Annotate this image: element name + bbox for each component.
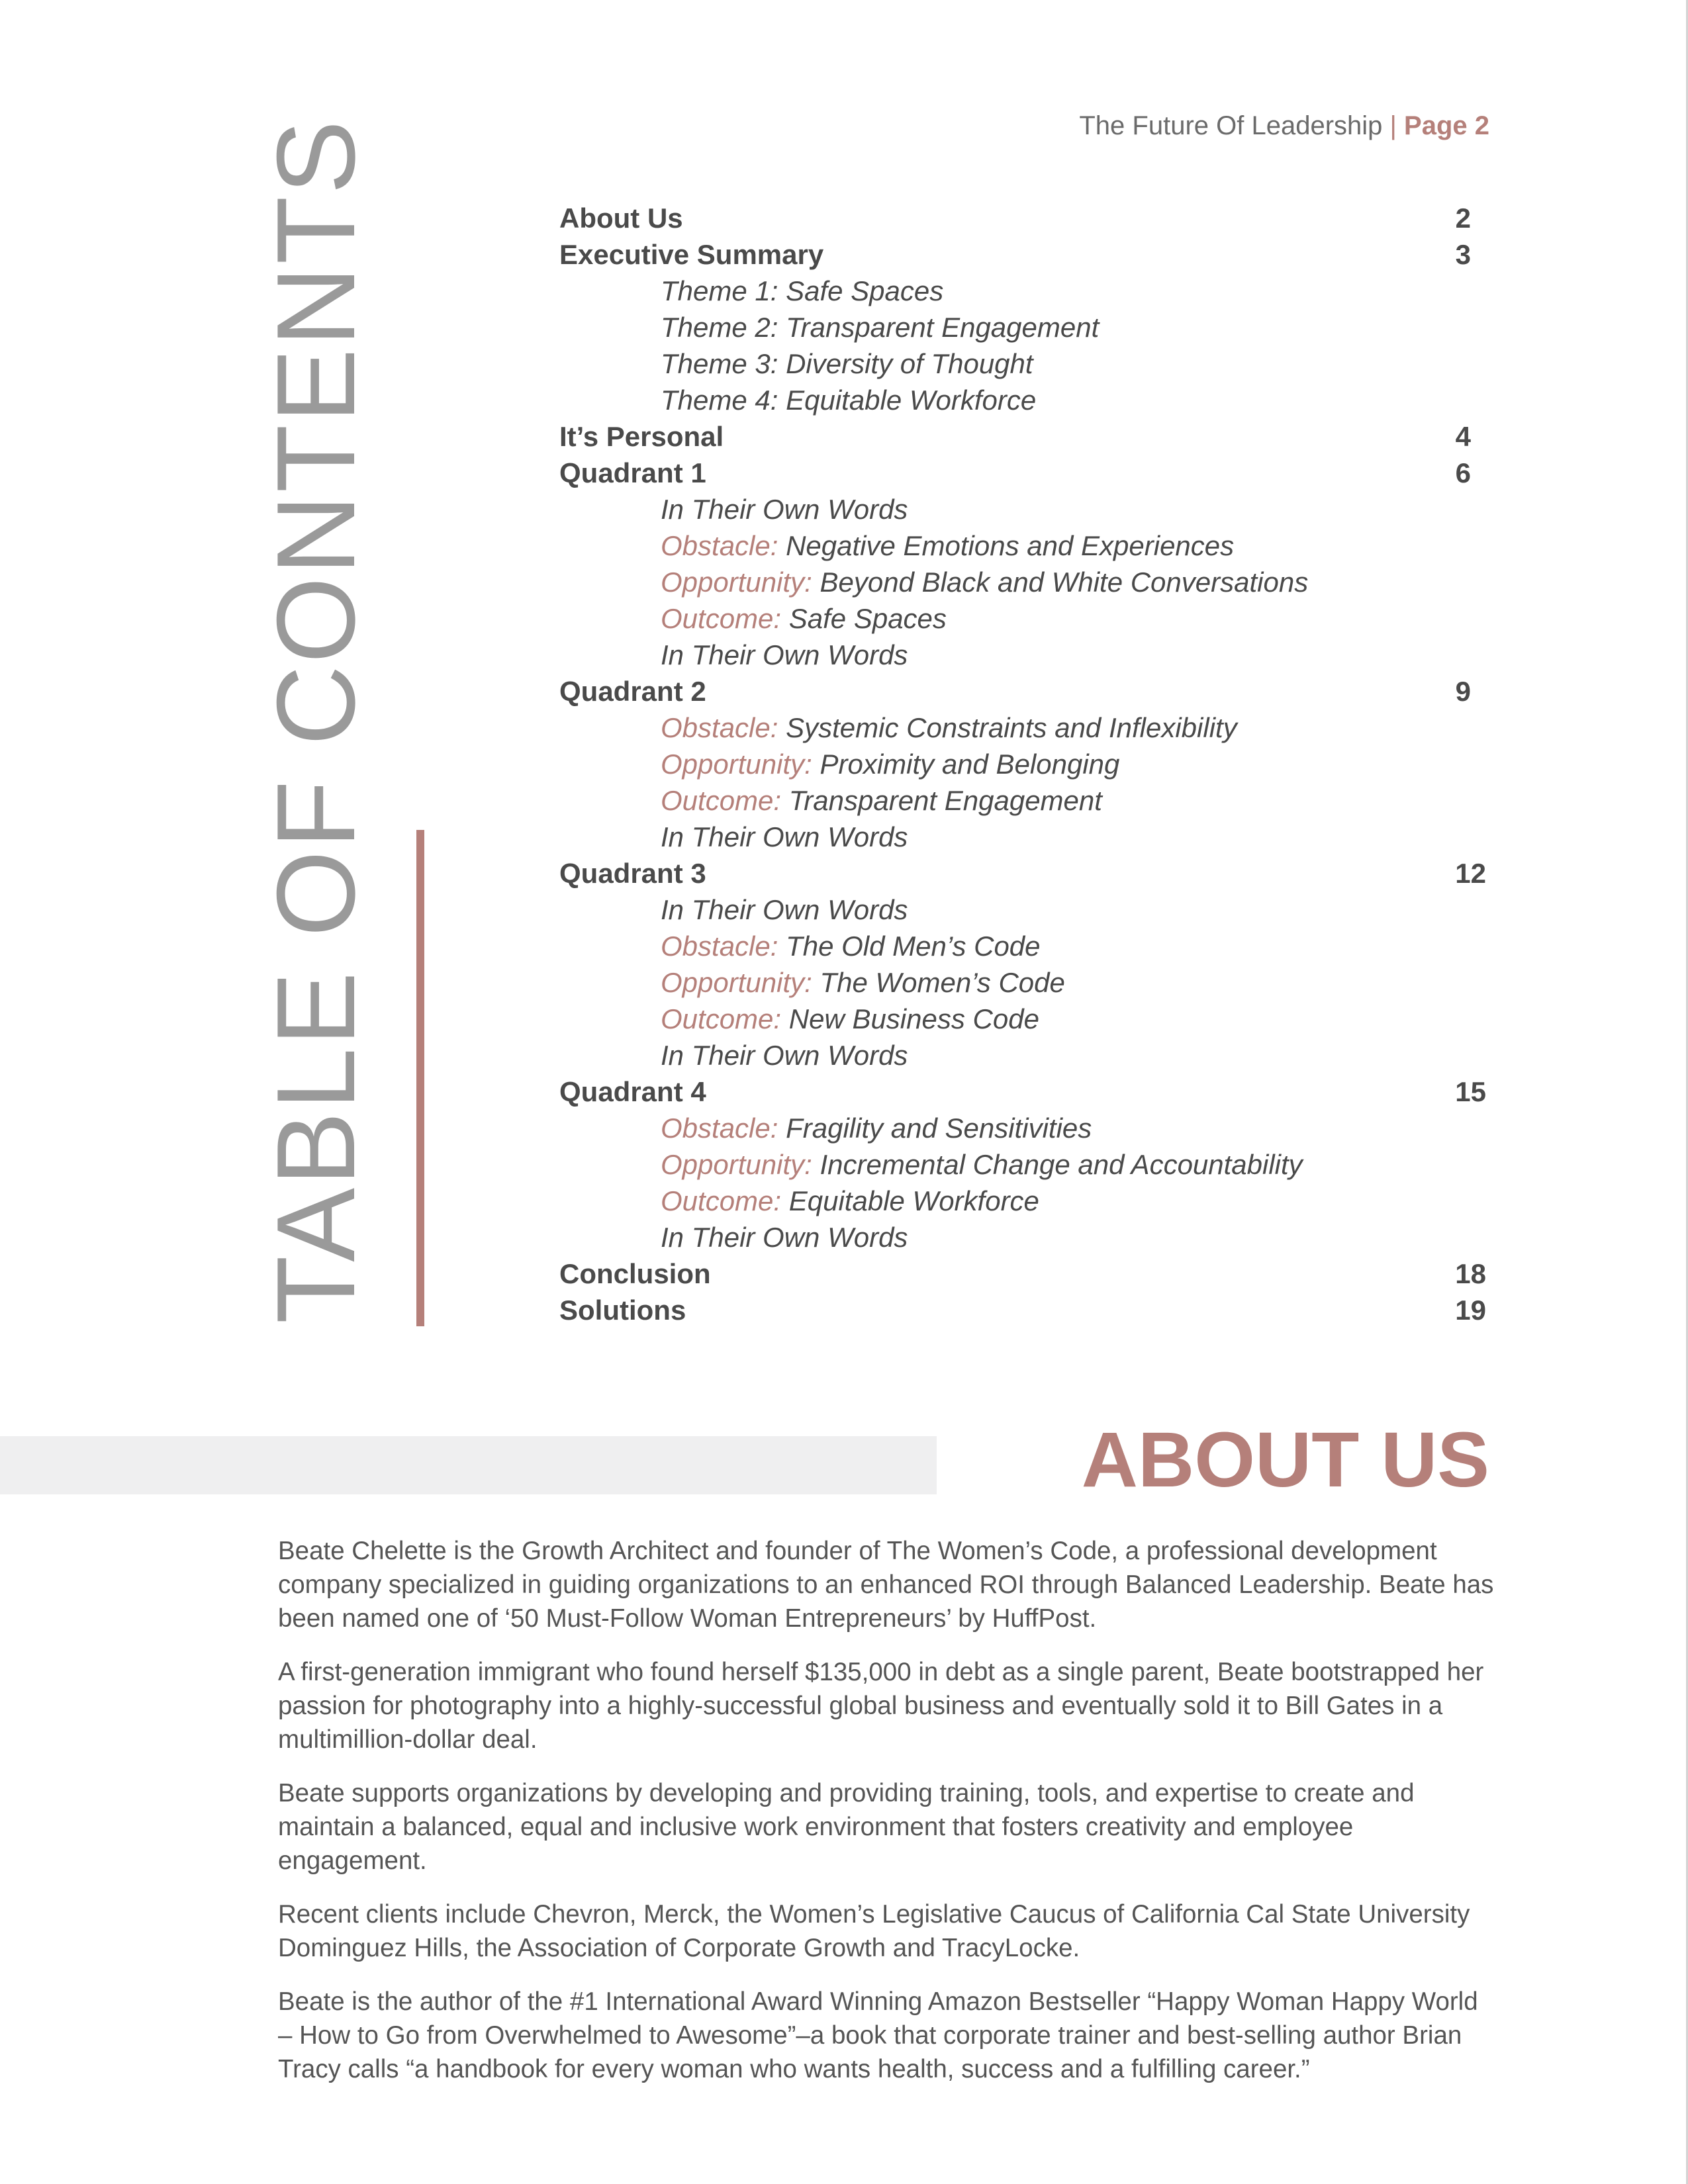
toc-entry[interactable]: Quadrant 3 12	[559, 855, 1486, 891]
toc-page-number: 4	[1455, 421, 1471, 452]
section-band	[0, 1436, 937, 1494]
toc-subentry[interactable]: Theme 3: Diversity of Thought	[661, 348, 1033, 379]
running-header	[1079, 111, 1489, 141]
toc-subentry[interactable]: Outcome: New Business Code	[661, 1003, 1039, 1034]
about-paragraph: Beate supports organizations by developing and providing training, tools, and expertise to create and maintain a balanced, equal and inclusive work environment that fosters creativity and employee engagement.	[278, 1779, 1415, 1875]
toc-page-number: 2	[1455, 203, 1471, 234]
toc-subentry[interactable]: Theme 1: Safe Spaces	[661, 275, 944, 306]
toc-label-obstacle: Obstacle:	[661, 712, 778, 743]
toc-label-outcome: Outcome:	[661, 1003, 782, 1034]
toc-subentry[interactable]: In Their Own Words	[661, 1040, 908, 1071]
about-paragraph: Beate is the author of the #1 International Award Winning Amazon Bestseller “Happy Woman Happy World – How to Go from Overwhelmed to Awesome”–a book that corporate trainer and best-selling author Brian Tracy calls “a handbook for every woman who wants health, success and a fulfilling career.”	[278, 1987, 1478, 2083]
toc-label-opportunity: Opportunity:	[661, 967, 812, 998]
toc-subentry[interactable]: Outcome: Transparent Engagement	[661, 785, 1102, 816]
toc-subentry[interactable]: In Their Own Words	[661, 821, 908, 852]
toc-entry[interactable]: Quadrant 2 9	[559, 673, 1486, 709]
toc-label-obstacle: Obstacle:	[661, 1113, 778, 1144]
toc-label-obstacle: Obstacle:	[661, 931, 778, 962]
toc-subentry[interactable]: Opportunity: Incremental Change and Accountability	[661, 1149, 1303, 1180]
toc-subentry[interactable]: Obstacle: Fragility and Sensitivities	[661, 1113, 1092, 1144]
toc-entry[interactable]: About Us 2	[559, 200, 1486, 236]
toc-page-number: 18	[1455, 1258, 1486, 1289]
toc-entry[interactable]: Executive Summary 3	[559, 236, 1486, 273]
toc-subentry[interactable]: Opportunity: Proximity and Belonging	[661, 749, 1120, 780]
toc-subentry[interactable]: Opportunity: Beyond Black and White Conversations	[661, 567, 1309, 598]
about-us-body	[278, 1534, 1496, 2106]
header-separator: |	[1389, 111, 1397, 140]
toc-page-number: 6	[1455, 457, 1471, 488]
toc-subentry[interactable]: Outcome: Equitable Workforce	[661, 1185, 1039, 1216]
toc-page-number: 3	[1455, 239, 1471, 270]
toc-accent-bar	[416, 830, 424, 1326]
toc-label-opportunity: Opportunity:	[661, 567, 812, 598]
toc-entry[interactable]: Quadrant 4 15	[559, 1073, 1486, 1110]
toc-page-number: 12	[1455, 858, 1486, 889]
toc-label-outcome: Outcome:	[661, 603, 782, 634]
toc-subentry[interactable]: Outcome: Safe Spaces	[661, 603, 947, 634]
toc-entry[interactable]: It’s Personal 4	[559, 418, 1486, 455]
toc-subentry[interactable]: In Their Own Words	[661, 639, 908, 670]
toc-entry[interactable]: Conclusion 18	[559, 1255, 1486, 1292]
toc-page-number: 19	[1455, 1295, 1486, 1326]
toc-entry[interactable]: Quadrant 1 6	[559, 455, 1486, 491]
header-title: The Future Of Leadership	[1079, 111, 1383, 140]
toc-subentry[interactable]: Theme 4: Equitable Workforce	[661, 385, 1037, 416]
toc-subentry[interactable]: In Their Own Words	[661, 894, 908, 925]
toc-subentry[interactable]: Obstacle: Systemic Constraints and Inflexibility	[661, 712, 1237, 743]
header-page-number: Page 2	[1404, 111, 1489, 140]
toc-label-opportunity: Opportunity:	[661, 1149, 812, 1180]
toc-entry[interactable]: Solutions 19	[559, 1292, 1486, 1328]
about-us-heading: ABOUT US	[1081, 1416, 1489, 1504]
toc-page-number: 15	[1455, 1076, 1486, 1107]
table-of-contents	[559, 200, 1486, 1328]
toc-subentry[interactable]: In Their Own Words	[661, 1222, 908, 1253]
about-paragraph: Beate Chelette is the Growth Architect and founder of The Women’s Code, a professional development company specialized in guiding organizations to an enhanced ROI through Balanced Leadership. Beate has been named one of ‘50 Must-Follow Woman Entrepreneurs’ by HuffPost.	[278, 1537, 1494, 1633]
toc-label-outcome: Outcome:	[661, 785, 782, 816]
toc-subentry[interactable]: Opportunity: The Women’s Code	[661, 967, 1065, 998]
toc-subentry[interactable]: Theme 2: Transparent Engagement	[661, 312, 1100, 343]
toc-label-opportunity: Opportunity:	[661, 749, 812, 780]
toc-label-obstacle: Obstacle:	[661, 530, 778, 561]
toc-page-number: 9	[1455, 676, 1471, 707]
toc-subentry[interactable]: Obstacle: The Old Men’s Code	[661, 931, 1041, 962]
toc-subentry[interactable]: Obstacle: Negative Emotions and Experiences	[661, 530, 1235, 561]
about-paragraph: Recent clients include Chevron, Merck, the Women’s Legislative Caucus of California Cal State University Dominguez Hills, the Association of Corporate Growth and TracyLocke.	[278, 1900, 1470, 1962]
toc-subentry[interactable]: In Their Own Words	[661, 494, 908, 525]
about-paragraph: A first-generation immigrant who found herself $135,000 in debt as a single parent, Beate bootstrapped her passion for photography into a highly-successful global business and eventually sold it to Bill Gates in a multimillion-dollar deal.	[278, 1658, 1484, 1754]
toc-vertical-heading: TABLE OF CONTENTS	[254, 118, 378, 1324]
toc-label-outcome: Outcome:	[661, 1185, 782, 1216]
